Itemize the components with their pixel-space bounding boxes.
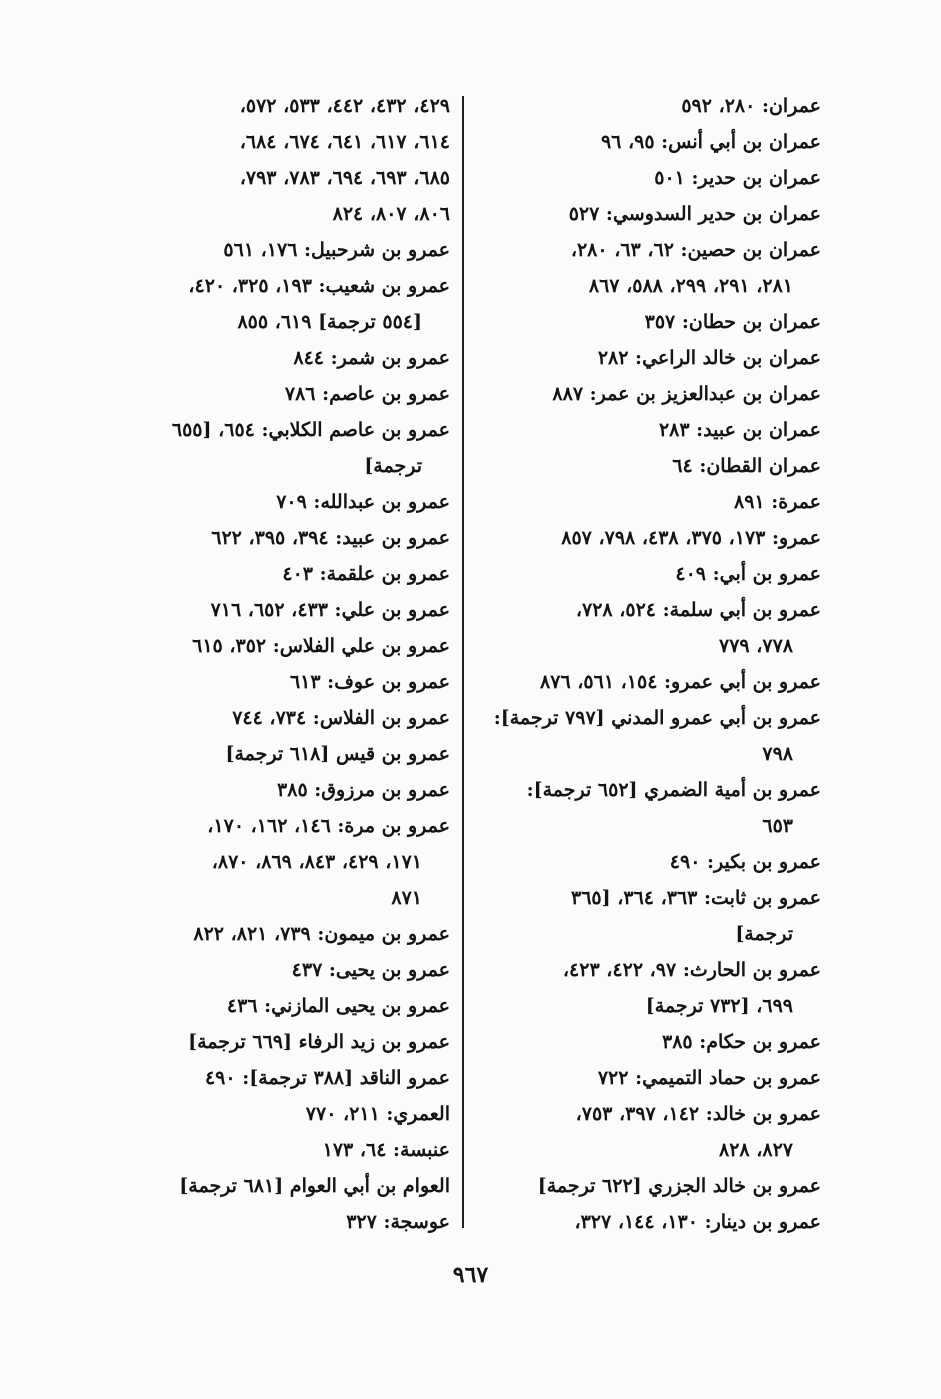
index-entry: عمران بن أبي أنس: ٩٥، ٩٦ bbox=[600, 131, 821, 153]
column-divider bbox=[462, 96, 464, 1228]
index-entry: عمرو بن حماد التميمي: ٧٢٢ bbox=[597, 1067, 821, 1089]
index-entry: عمرو بن الفلاس: ٧٣٤، ٧٤٤ bbox=[232, 707, 450, 729]
index-entry: عمران بن حطان: ٣٥٧ bbox=[644, 311, 821, 333]
index-entry: ٦٨٥، ٦٩٣، ٦٩٤، ٧٨٣، ٧٩٣، bbox=[239, 167, 450, 189]
index-entry-continuation: ترجمة] bbox=[735, 923, 793, 945]
index-entry: عمرو بن أبي سلمة: ٥٢٤، ٧٢٨، bbox=[575, 599, 821, 621]
index-entry-continuation: ترجمة] bbox=[364, 455, 422, 477]
index-entry: عمرو بن بكير: ٤٩٠ bbox=[669, 851, 821, 873]
index-entry: عمرو بن عوف: ٦١٣ bbox=[289, 671, 450, 693]
index-entry-continuation: ٧٧٨، ٧٧٩ bbox=[719, 635, 793, 657]
index-entry: عمرو بن خالد الجزري [٦٢٢ ترجمة] bbox=[537, 1175, 821, 1197]
index-entry: عمرو بن مرزوق: ٣٨٥ bbox=[277, 779, 450, 801]
index-entry: عمران بن خالد الراعي: ٢٨٢ bbox=[597, 347, 821, 369]
index-entry: عمرو بن مرة: ١٤٦، ١٦٢، ١٧٠، bbox=[207, 815, 450, 837]
index-entry: عمرو بن علي الفلاس: ٣٥٢، ٦١٥ bbox=[192, 635, 450, 657]
index-entry: عمرو بن شمر: ٨٤٤ bbox=[293, 347, 450, 369]
index-entry: عمرو بن علقمة: ٤٠٣ bbox=[282, 563, 450, 585]
index-entry: عمرو بن ثابت: ٣٦٣، ٣٦٤، [٣٦٥ bbox=[571, 887, 821, 909]
index-entry: عمرو بن يحيى المازني: ٤٣٦ bbox=[226, 995, 450, 1017]
index-column-right bbox=[463, 88, 821, 1240]
index-entry: عمرو بن زيد الرفاء [٦٦٩ ترجمة] bbox=[188, 1031, 450, 1053]
index-entry: عمرو بن عبيد: ٣٩٤، ٣٩٥، ٦٢٢ bbox=[211, 527, 450, 549]
index-entry: عمرو بن شرحبيل: ١٧٦، ٥٦١ bbox=[223, 239, 450, 261]
index-entry: ٨٠٦، ٨٠٧، ٨٢٤ bbox=[332, 203, 450, 225]
index-entry: عمرة: ٨٩١ bbox=[733, 491, 821, 513]
index-entry: عمرو بن خالد: ١٤٢، ٣٩٧، ٧٥٣، bbox=[575, 1103, 821, 1125]
index-entry: عمرو الناقد [٣٨٨ ترجمة]: ٤٩٠ bbox=[204, 1067, 450, 1089]
index-entry-continuation: ٢٨١، ٢٩١، ٢٩٩، ٥٨٨، ٨٦٧ bbox=[588, 275, 793, 297]
index-entry: عنبسة: ٦٤، ١٧٣ bbox=[322, 1139, 450, 1161]
index-entry: عمرو بن أبي: ٤٠٩ bbox=[675, 563, 821, 585]
index-entry: عوسجة: ٣٢٧ bbox=[346, 1211, 450, 1233]
index-entry: عمران القطان: ٦٤ bbox=[672, 455, 821, 477]
index-entry: عمرو بن قيس [٦١٨ ترجمة] bbox=[225, 743, 450, 765]
index-entry: عمرو: ١٧٣، ٣٧٥، ٤٣٨، ٧٩٨، ٨٥٧ bbox=[561, 527, 821, 549]
index-column-left bbox=[92, 88, 450, 1240]
index-entry: عمران بن عبيد: ٢٨٣ bbox=[658, 419, 821, 441]
index-entry: عمرو بن الحارث: ٩٧، ٤٢٢، ٤٢٣، bbox=[562, 959, 821, 981]
index-entry: عمرو بن ميمون: ٧٣٩، ٨٢١، ٨٢٢ bbox=[193, 923, 450, 945]
index-entry: العمري: ٢١١، ٧٧٠ bbox=[305, 1103, 450, 1125]
index-entry: عمرو بن عاصم الكلابي: ٦٥٤، [٦٥٥ bbox=[171, 419, 450, 441]
index-entry: العوام بن أبي العوام [٦٨١ ترجمة] bbox=[179, 1175, 450, 1197]
index-entry-continuation: ٦٩٩، [٧٣٢ ترجمة] bbox=[645, 995, 793, 1017]
index-entry: عمرو بن أبي عمرو: ١٥٤، ٥٦١، ٨٧٦ bbox=[540, 671, 821, 693]
index-entry-continuation: ٨٢٧، ٨٢٨ bbox=[719, 1139, 793, 1161]
index-entry: عمرو بن شعيب: ١٩٣، ٣٢٥، ٤٢٠، bbox=[188, 275, 450, 297]
index-entry-continuation: [٥٥٤ ترجمة] ٦١٩، ٨٥٥ bbox=[237, 311, 422, 333]
index-entry-continuation: ٧٩٨ bbox=[762, 743, 793, 765]
index-entry: عمرو بن يحيى: ٤٣٧ bbox=[291, 959, 450, 981]
index-entry: عمرو بن حكام: ٣٨٥ bbox=[661, 1031, 821, 1053]
index-entry: عمرو بن عبدالله: ٧٠٩ bbox=[276, 491, 450, 513]
index-entry: عمرو بن أبي عمرو المدني [٧٩٧ ترجمة]: bbox=[493, 707, 821, 729]
index-entry-continuation: ٨٧١ bbox=[391, 887, 422, 909]
index-entry: عمرو بن دينار: ١٣٠، ١٤٤، ٣٢٧، bbox=[574, 1211, 821, 1233]
index-entry: عمران بن حصين: ٦٢، ٦٣، ٢٨٠، bbox=[570, 239, 821, 261]
index-entry-continuation: ١٧١، ٤٢٩، ٨٤٣، ٨٦٩، ٨٧٠، bbox=[211, 851, 422, 873]
index-entry: عمران بن عبدالعزيز بن عمر: ٨٨٧ bbox=[552, 383, 821, 405]
index-entry: عمران بن حدير السدوسي: ٥٢٧ bbox=[568, 203, 821, 225]
index-entry: عمران بن حدير: ٥٠١ bbox=[654, 167, 821, 189]
index-entry: ٤٢٩، ٤٣٢، ٤٤٢، ٥٣٣، ٥٧٢، bbox=[239, 95, 450, 117]
index-entry-continuation: ٦٥٣ bbox=[762, 815, 793, 837]
index-entry: ٦١٤، ٦١٧، ٦٤١، ٦٧٤، ٦٨٤، bbox=[239, 131, 450, 153]
page-number: ٩٦٧ bbox=[452, 1262, 489, 1288]
index-entry: عمرو بن عاصم: ٧٨٦ bbox=[284, 383, 450, 405]
index-entry: عمران: ٢٨٠، ٥٩٢ bbox=[681, 95, 821, 117]
index-entry: عمرو بن علي: ٤٣٣، ٦٥٢، ٧١٦ bbox=[210, 599, 450, 621]
index-entry: عمرو بن أمية الضمري [٦٥٢ ترجمة]: bbox=[526, 779, 821, 801]
